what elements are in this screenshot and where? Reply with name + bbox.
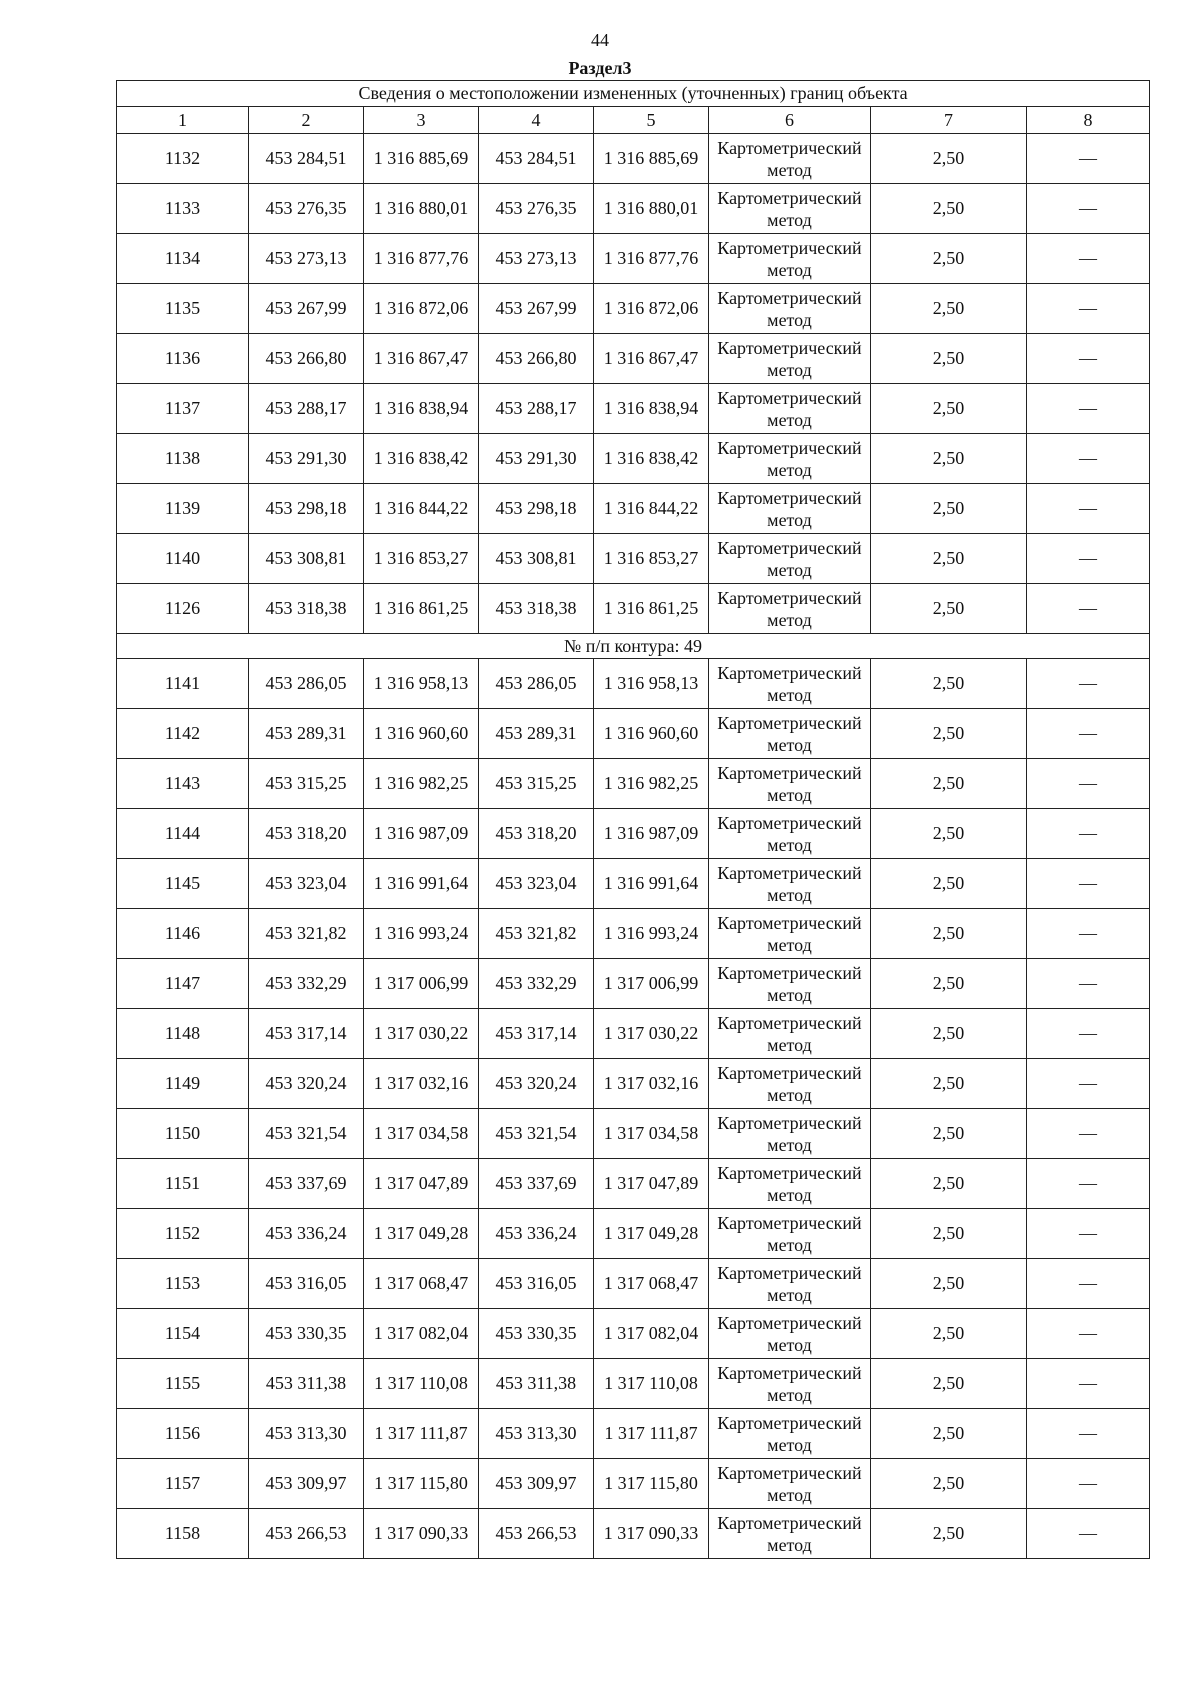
column-number: 3	[364, 107, 479, 134]
y-coordinate-new-cell: 1 316 853,27	[594, 534, 709, 584]
accuracy-cell: 2,50	[871, 484, 1027, 534]
y-coordinate-old-cell: 1 316 991,64	[364, 859, 479, 909]
y-coordinate-new-cell: 1 317 082,04	[594, 1309, 709, 1359]
accuracy-cell: 2,50	[871, 1359, 1027, 1409]
x-coordinate-old-cell: 453 330,35	[249, 1309, 364, 1359]
x-coordinate-old-cell: 453 289,31	[249, 709, 364, 759]
x-coordinate-new-cell: 453 321,82	[479, 909, 594, 959]
y-coordinate-new-cell: 1 316 982,25	[594, 759, 709, 809]
y-coordinate-old-cell: 1 316 885,69	[364, 134, 479, 184]
y-coordinate-new-cell: 1 316 844,22	[594, 484, 709, 534]
description-cell: —	[1027, 1359, 1150, 1409]
y-coordinate-old-cell: 1 316 844,22	[364, 484, 479, 534]
coordinates-table	[116, 80, 1150, 1559]
table-row	[117, 1509, 1150, 1559]
x-coordinate-old-cell: 453 308,81	[249, 534, 364, 584]
y-coordinate-new-cell: 1 316 958,13	[594, 659, 709, 709]
description-cell: —	[1027, 234, 1150, 284]
table-row	[117, 1009, 1150, 1059]
y-coordinate-new-cell: 1 317 006,99	[594, 959, 709, 1009]
table-row	[117, 959, 1150, 1009]
y-coordinate-new-cell: 1 317 049,28	[594, 1209, 709, 1259]
point-number-cell: 1149	[117, 1059, 249, 1109]
x-coordinate-old-cell: 453 318,38	[249, 584, 364, 634]
table-row	[117, 759, 1150, 809]
x-coordinate-new-cell: 453 273,13	[479, 234, 594, 284]
x-coordinate-old-cell: 453 332,29	[249, 959, 364, 1009]
point-number-cell: 1141	[117, 659, 249, 709]
y-coordinate-old-cell: 1 316 861,25	[364, 584, 479, 634]
table-row	[117, 909, 1150, 959]
x-coordinate-new-cell: 453 308,81	[479, 534, 594, 584]
table-row	[117, 1409, 1150, 1459]
y-coordinate-old-cell: 1 317 110,08	[364, 1359, 479, 1409]
x-coordinate-old-cell: 453 317,14	[249, 1009, 364, 1059]
x-coordinate-old-cell: 453 337,69	[249, 1159, 364, 1209]
x-coordinate-old-cell: 453 309,97	[249, 1459, 364, 1509]
description-cell: —	[1027, 1459, 1150, 1509]
x-coordinate-new-cell: 453 286,05	[479, 659, 594, 709]
point-number-cell: 1134	[117, 234, 249, 284]
description-cell: —	[1027, 809, 1150, 859]
method-cell: Картометрический метод	[709, 1309, 871, 1359]
method-cell: Картометрический метод	[709, 1159, 871, 1209]
description-cell: —	[1027, 284, 1150, 334]
y-coordinate-new-cell: 1 316 838,94	[594, 384, 709, 434]
accuracy-cell: 2,50	[871, 1009, 1027, 1059]
point-number-cell: 1157	[117, 1459, 249, 1509]
x-coordinate-old-cell: 453 336,24	[249, 1209, 364, 1259]
y-coordinate-new-cell: 1 317 047,89	[594, 1159, 709, 1209]
y-coordinate-old-cell: 1 316 880,01	[364, 184, 479, 234]
x-coordinate-new-cell: 453 313,30	[479, 1409, 594, 1459]
y-coordinate-old-cell: 1 316 867,47	[364, 334, 479, 384]
description-cell: —	[1027, 909, 1150, 959]
method-cell: Картометрический метод	[709, 284, 871, 334]
x-coordinate-new-cell: 453 318,38	[479, 584, 594, 634]
accuracy-cell: 2,50	[871, 384, 1027, 434]
x-coordinate-new-cell: 453 291,30	[479, 434, 594, 484]
description-cell: —	[1027, 134, 1150, 184]
method-cell: Картометрический метод	[709, 1459, 871, 1509]
accuracy-cell: 2,50	[871, 1109, 1027, 1159]
method-cell: Картометрический метод	[709, 659, 871, 709]
description-cell: —	[1027, 434, 1150, 484]
y-coordinate-old-cell: 1 317 090,33	[364, 1509, 479, 1559]
y-coordinate-new-cell: 1 316 867,47	[594, 334, 709, 384]
point-number-cell: 1148	[117, 1009, 249, 1059]
column-number: 7	[871, 107, 1027, 134]
table-row	[117, 234, 1150, 284]
description-cell: —	[1027, 959, 1150, 1009]
accuracy-cell: 2,50	[871, 234, 1027, 284]
x-coordinate-old-cell: 453 291,30	[249, 434, 364, 484]
description-cell: —	[1027, 584, 1150, 634]
y-coordinate-new-cell: 1 317 115,80	[594, 1459, 709, 1509]
point-number-cell: 1152	[117, 1209, 249, 1259]
y-coordinate-old-cell: 1 316 838,42	[364, 434, 479, 484]
accuracy-cell: 2,50	[871, 1259, 1027, 1309]
x-coordinate-old-cell: 453 266,80	[249, 334, 364, 384]
x-coordinate-new-cell: 453 321,54	[479, 1109, 594, 1159]
accuracy-cell: 2,50	[871, 1509, 1027, 1559]
method-cell: Картометрический метод	[709, 959, 871, 1009]
y-coordinate-new-cell: 1 317 068,47	[594, 1259, 709, 1309]
x-coordinate-new-cell: 453 288,17	[479, 384, 594, 434]
y-coordinate-new-cell: 1 316 877,76	[594, 234, 709, 284]
x-coordinate-old-cell: 453 298,18	[249, 484, 364, 534]
y-coordinate-new-cell: 1 316 872,06	[594, 284, 709, 334]
y-coordinate-old-cell: 1 317 006,99	[364, 959, 479, 1009]
table-row	[117, 284, 1150, 334]
method-cell: Картометрический метод	[709, 1359, 871, 1409]
method-cell: Картометрический метод	[709, 184, 871, 234]
x-coordinate-old-cell: 453 315,25	[249, 759, 364, 809]
point-number-cell: 1155	[117, 1359, 249, 1409]
y-coordinate-new-cell: 1 317 090,33	[594, 1509, 709, 1559]
x-coordinate-old-cell: 453 276,35	[249, 184, 364, 234]
y-coordinate-new-cell: 1 317 030,22	[594, 1009, 709, 1059]
accuracy-cell: 2,50	[871, 584, 1027, 634]
contour-label: № п/п контура: 49	[117, 634, 1150, 659]
point-number-cell: 1154	[117, 1309, 249, 1359]
column-number: 5	[594, 107, 709, 134]
y-coordinate-new-cell: 1 316 885,69	[594, 134, 709, 184]
y-coordinate-old-cell: 1 317 030,22	[364, 1009, 479, 1059]
method-cell: Картометрический метод	[709, 709, 871, 759]
accuracy-cell: 2,50	[871, 809, 1027, 859]
point-number-cell: 1133	[117, 184, 249, 234]
table-row	[117, 534, 1150, 584]
x-coordinate-old-cell: 453 323,04	[249, 859, 364, 909]
table-body	[117, 134, 1150, 1559]
table-row	[117, 1309, 1150, 1359]
point-number-cell: 1139	[117, 484, 249, 534]
table-row	[117, 134, 1150, 184]
method-cell: Картометрический метод	[709, 484, 871, 534]
y-coordinate-new-cell: 1 316 960,60	[594, 709, 709, 759]
point-number-cell: 1142	[117, 709, 249, 759]
point-number-cell: 1140	[117, 534, 249, 584]
x-coordinate-old-cell: 453 318,20	[249, 809, 364, 859]
column-number: 4	[479, 107, 594, 134]
x-coordinate-old-cell: 453 316,05	[249, 1259, 364, 1309]
method-cell: Картометрический метод	[709, 334, 871, 384]
table-row	[117, 484, 1150, 534]
x-coordinate-old-cell: 453 313,30	[249, 1409, 364, 1459]
description-cell: —	[1027, 1109, 1150, 1159]
y-coordinate-new-cell: 1 317 110,08	[594, 1359, 709, 1409]
table-row	[117, 1209, 1150, 1259]
y-coordinate-old-cell: 1 317 068,47	[364, 1259, 479, 1309]
x-coordinate-new-cell: 453 284,51	[479, 134, 594, 184]
description-cell: —	[1027, 1409, 1150, 1459]
x-coordinate-old-cell: 453 284,51	[249, 134, 364, 184]
method-cell: Картометрический метод	[709, 434, 871, 484]
table-row	[117, 434, 1150, 484]
x-coordinate-new-cell: 453 337,69	[479, 1159, 594, 1209]
method-cell: Картометрический метод	[709, 1259, 871, 1309]
accuracy-cell: 2,50	[871, 1309, 1027, 1359]
x-coordinate-new-cell: 453 266,53	[479, 1509, 594, 1559]
description-cell: —	[1027, 384, 1150, 434]
table-row	[117, 859, 1150, 909]
y-coordinate-old-cell: 1 316 877,76	[364, 234, 479, 284]
x-coordinate-new-cell: 453 267,99	[479, 284, 594, 334]
y-coordinate-new-cell: 1 316 991,64	[594, 859, 709, 909]
point-number-cell: 1144	[117, 809, 249, 859]
accuracy-cell: 2,50	[871, 534, 1027, 584]
table-row	[117, 709, 1150, 759]
x-coordinate-old-cell: 453 321,54	[249, 1109, 364, 1159]
x-coordinate-new-cell: 453 298,18	[479, 484, 594, 534]
accuracy-cell: 2,50	[871, 1409, 1027, 1459]
x-coordinate-new-cell: 453 336,24	[479, 1209, 594, 1259]
method-cell: Картометрический метод	[709, 534, 871, 584]
y-coordinate-old-cell: 1 317 111,87	[364, 1409, 479, 1459]
description-cell: —	[1027, 1059, 1150, 1109]
x-coordinate-old-cell: 453 267,99	[249, 284, 364, 334]
accuracy-cell: 2,50	[871, 659, 1027, 709]
y-coordinate-old-cell: 1 317 115,80	[364, 1459, 479, 1509]
x-coordinate-new-cell: 453 315,25	[479, 759, 594, 809]
method-cell: Картометрический метод	[709, 1059, 871, 1109]
table-row	[117, 584, 1150, 634]
x-coordinate-new-cell: 453 289,31	[479, 709, 594, 759]
description-cell: —	[1027, 1009, 1150, 1059]
description-cell: —	[1027, 759, 1150, 809]
method-cell: Картометрический метод	[709, 1009, 871, 1059]
method-cell: Картометрический метод	[709, 584, 871, 634]
accuracy-cell: 2,50	[871, 909, 1027, 959]
column-number: 6	[709, 107, 871, 134]
y-coordinate-new-cell: 1 316 987,09	[594, 809, 709, 859]
accuracy-cell: 2,50	[871, 759, 1027, 809]
description-cell: —	[1027, 484, 1150, 534]
x-coordinate-new-cell: 453 276,35	[479, 184, 594, 234]
description-cell: —	[1027, 1309, 1150, 1359]
y-coordinate-new-cell: 1 317 111,87	[594, 1409, 709, 1459]
method-cell: Картометрический метод	[709, 859, 871, 909]
y-coordinate-old-cell: 1 316 853,27	[364, 534, 479, 584]
method-cell: Картометрический метод	[709, 134, 871, 184]
table-row	[117, 809, 1150, 859]
point-number-cell: 1126	[117, 584, 249, 634]
point-number-cell: 1150	[117, 1109, 249, 1159]
x-coordinate-new-cell: 453 323,04	[479, 859, 594, 909]
description-cell: —	[1027, 859, 1150, 909]
column-number-row	[117, 107, 1150, 134]
point-number-cell: 1137	[117, 384, 249, 434]
point-number-cell: 1138	[117, 434, 249, 484]
point-number-cell: 1143	[117, 759, 249, 809]
y-coordinate-old-cell: 1 317 047,89	[364, 1159, 479, 1209]
x-coordinate-new-cell: 453 318,20	[479, 809, 594, 859]
x-coordinate-new-cell: 453 266,80	[479, 334, 594, 384]
table-caption: Сведения о местоположении измененных (уточненных) границ объекта	[117, 81, 1150, 107]
y-coordinate-new-cell: 1 316 880,01	[594, 184, 709, 234]
y-coordinate-old-cell: 1 317 082,04	[364, 1309, 479, 1359]
point-number-cell: 1153	[117, 1259, 249, 1309]
x-coordinate-new-cell: 453 332,29	[479, 959, 594, 1009]
point-number-cell: 1145	[117, 859, 249, 909]
method-cell: Картометрический метод	[709, 1109, 871, 1159]
accuracy-cell: 2,50	[871, 334, 1027, 384]
accuracy-cell: 2,50	[871, 1459, 1027, 1509]
table-row	[117, 184, 1150, 234]
y-coordinate-old-cell: 1 316 987,09	[364, 809, 479, 859]
table-row	[117, 1359, 1150, 1409]
y-coordinate-old-cell: 1 316 982,25	[364, 759, 479, 809]
x-coordinate-old-cell: 453 286,05	[249, 659, 364, 709]
description-cell: —	[1027, 1509, 1150, 1559]
table-row	[117, 1259, 1150, 1309]
column-number: 1	[117, 107, 249, 134]
table-row	[117, 1459, 1150, 1509]
point-number-cell: 1151	[117, 1159, 249, 1209]
y-coordinate-old-cell: 1 317 034,58	[364, 1109, 479, 1159]
table-row	[117, 659, 1150, 709]
column-number: 2	[249, 107, 364, 134]
description-cell: —	[1027, 184, 1150, 234]
x-coordinate-old-cell: 453 320,24	[249, 1059, 364, 1109]
point-number-cell: 1158	[117, 1509, 249, 1559]
method-cell: Картометрический метод	[709, 759, 871, 809]
method-cell: Картометрический метод	[709, 234, 871, 284]
x-coordinate-new-cell: 453 316,05	[479, 1259, 594, 1309]
method-cell: Картометрический метод	[709, 384, 871, 434]
table-row	[117, 1059, 1150, 1109]
y-coordinate-old-cell: 1 316 960,60	[364, 709, 479, 759]
x-coordinate-old-cell: 453 288,17	[249, 384, 364, 434]
y-coordinate-new-cell: 1 316 861,25	[594, 584, 709, 634]
description-cell: —	[1027, 534, 1150, 584]
accuracy-cell: 2,50	[871, 184, 1027, 234]
accuracy-cell: 2,50	[871, 434, 1027, 484]
page-number: 44	[591, 30, 609, 50]
y-coordinate-old-cell: 1 317 049,28	[364, 1209, 479, 1259]
y-coordinate-new-cell: 1 317 032,16	[594, 1059, 709, 1109]
table-row	[117, 1109, 1150, 1159]
x-coordinate-old-cell: 453 321,82	[249, 909, 364, 959]
accuracy-cell: 2,50	[871, 284, 1027, 334]
method-cell: Картометрический метод	[709, 809, 871, 859]
x-coordinate-new-cell: 453 320,24	[479, 1059, 594, 1109]
description-cell: —	[1027, 709, 1150, 759]
method-cell: Картометрический метод	[709, 909, 871, 959]
x-coordinate-new-cell: 453 330,35	[479, 1309, 594, 1359]
accuracy-cell: 2,50	[871, 1159, 1027, 1209]
table-row	[117, 1159, 1150, 1209]
x-coordinate-old-cell: 453 273,13	[249, 234, 364, 284]
method-cell: Картометрический метод	[709, 1409, 871, 1459]
y-coordinate-new-cell: 1 317 034,58	[594, 1109, 709, 1159]
y-coordinate-old-cell: 1 317 032,16	[364, 1059, 479, 1109]
point-number-cell: 1132	[117, 134, 249, 184]
y-coordinate-old-cell: 1 316 993,24	[364, 909, 479, 959]
accuracy-cell: 2,50	[871, 134, 1027, 184]
description-cell: —	[1027, 1159, 1150, 1209]
table-row	[117, 384, 1150, 434]
description-cell: —	[1027, 334, 1150, 384]
x-coordinate-new-cell: 453 309,97	[479, 1459, 594, 1509]
x-coordinate-old-cell: 453 266,53	[249, 1509, 364, 1559]
x-coordinate-new-cell: 453 317,14	[479, 1009, 594, 1059]
y-coordinate-new-cell: 1 316 838,42	[594, 434, 709, 484]
point-number-cell: 1135	[117, 284, 249, 334]
accuracy-cell: 2,50	[871, 859, 1027, 909]
point-number-cell: 1146	[117, 909, 249, 959]
point-number-cell: 1147	[117, 959, 249, 1009]
y-coordinate-old-cell: 1 316 872,06	[364, 284, 479, 334]
y-coordinate-old-cell: 1 316 838,94	[364, 384, 479, 434]
x-coordinate-new-cell: 453 311,38	[479, 1359, 594, 1409]
section-title: Раздел3	[568, 58, 632, 78]
y-coordinate-new-cell: 1 316 993,24	[594, 909, 709, 959]
point-number-cell: 1136	[117, 334, 249, 384]
description-cell: —	[1027, 1259, 1150, 1309]
x-coordinate-old-cell: 453 311,38	[249, 1359, 364, 1409]
accuracy-cell: 2,50	[871, 1209, 1027, 1259]
method-cell: Картометрический метод	[709, 1209, 871, 1259]
description-cell: —	[1027, 659, 1150, 709]
point-number-cell: 1156	[117, 1409, 249, 1459]
contour-row	[117, 634, 1150, 659]
method-cell: Картометрический метод	[709, 1509, 871, 1559]
accuracy-cell: 2,50	[871, 959, 1027, 1009]
table-row	[117, 334, 1150, 384]
description-cell: —	[1027, 1209, 1150, 1259]
accuracy-cell: 2,50	[871, 1059, 1027, 1109]
column-number: 8	[1027, 107, 1150, 134]
y-coordinate-old-cell: 1 316 958,13	[364, 659, 479, 709]
accuracy-cell: 2,50	[871, 709, 1027, 759]
